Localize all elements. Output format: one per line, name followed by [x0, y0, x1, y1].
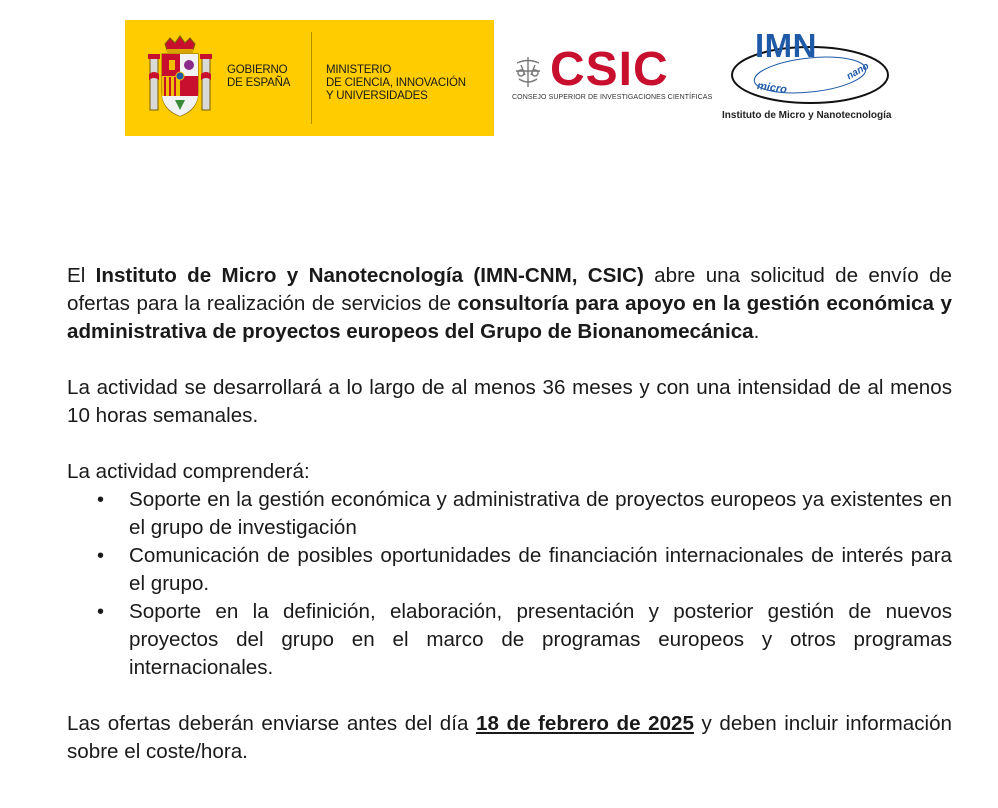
imn-logo: [722, 26, 902, 126]
csic-wordmark: CSIC: [550, 43, 669, 96]
csic-emblem-icon: [513, 55, 543, 89]
bullet-icon: •: [97, 545, 105, 567]
list-item: • Soporte en la gestión económica y administrativa de proyectos europeos ya existentes en el grupo de investigación: [97, 488, 952, 539]
coat-of-arms-icon: [145, 34, 215, 122]
gobierno-text: GOBIERNO DE ESPAÑA: [227, 64, 291, 89]
imn-micro-label: micro: [756, 79, 788, 97]
list-item: • Comunicación de posibles oportunidades de financiación internacionales de interés para el grupo.: [97, 544, 952, 595]
institute-name: Instituto de Micro y Nanotecnología (IMN-CNM, CSIC): [95, 264, 644, 287]
activity-heading: La actividad comprenderá:: [67, 460, 310, 483]
bullet-icon: •: [97, 601, 105, 623]
imn-wordmark: IMN: [755, 27, 817, 64]
gobierno-ministerio-logo: [125, 20, 494, 136]
imn-caption: Instituto de Micro y Nanotecnología: [722, 110, 892, 121]
document-body: [67, 262, 952, 766]
activity-list: [67, 486, 952, 682]
csic-logo: [510, 43, 713, 106]
ministerio-text: MINISTERIO DE CIENCIA, INNOVACIÓN Y UNIVERSIDADES: [326, 64, 466, 102]
imn-nano-label: nano: [844, 60, 872, 83]
deadline-date: 18 de febrero de 2025: [475, 712, 694, 735]
intro-paragraph: El Instituto de Micro y Nanotecnología (IMN-CNM, CSIC) abre una solicitud de envío de ofertas para la realización de servicios de consultoría para apoyo en la gestión económica y administrativa de proyectos europeos del Grupo de Bionanomecánica.: [67, 264, 952, 343]
service-description: consultoría para apoyo en la gestión económica y administrativa de proyectos europeos del Grupo de Bionanomecánica: [67, 292, 952, 343]
logo-divider: [311, 32, 312, 124]
bullet-icon: •: [97, 489, 105, 511]
list-item: • Soporte en la definición, elaboración, presentación y posterior gestión de nuevos proyectos del grupo en el marco de programas europeos y otros programas internacionales.: [97, 600, 952, 679]
duration-paragraph: La actividad se desarrollará a lo largo de al menos 36 meses y con una intensidad de al menos 10 horas semanales.: [67, 376, 952, 427]
deadline-paragraph: Las ofertas deberán enviarse antes del día 18 de febrero de 2025 y deben incluir información sobre el coste/hora.: [67, 712, 953, 763]
csic-subtitle: CONSEJO SUPERIOR DE INVESTIGACIONES CIENTÍFICAS: [512, 94, 713, 101]
